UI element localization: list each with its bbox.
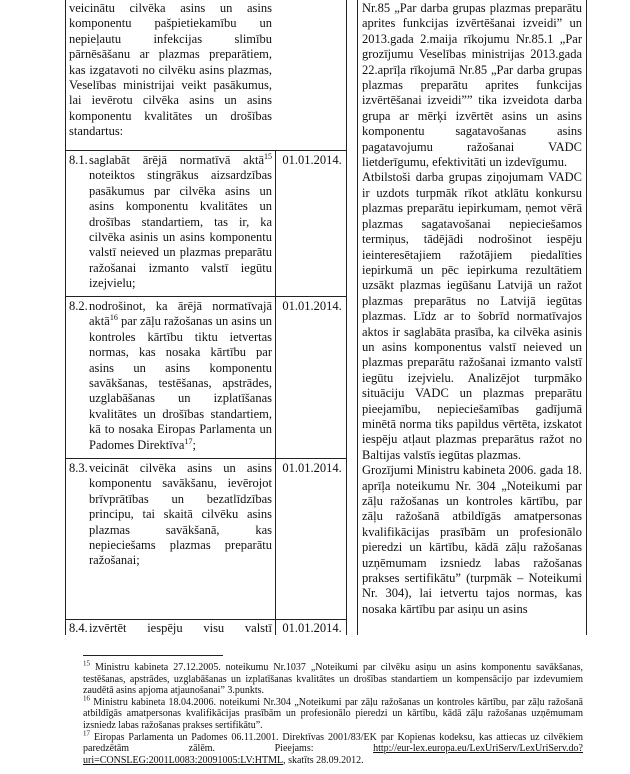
row-divider <box>65 458 347 459</box>
comment-paragraph: Atbilstoši darba grupas ziņojumam VADC ir uzdots turpmāk rīkot atklātu konkursu plazmas preparātu iepirkumam, ņemot vērā plazmas sagatavošanai nepieciešamos termiņus, tādējādi nodrošinot iespēju ieinteresētajiem ražotājiem piedalīties iepirkumā un pēc iepirkuma rezultātiem uzsākt plazmas iegūšanu Latvijā un ražot plazmas preparātus no Latvijā iegūtas plazmas. Līdz ar to šobrīd normatīvajos aktos ir saglabāta prasība, ka cilvēka asinis un asins komponentus valstī neieved un plazmas preparātu ražošanai izmanto valstī iegūtu izejvielu. Analizējot turpmāko situāciju VADC un plazmas preparātu pieejamību, nepieciešamības gadījumā minētā norma tiks papildus vērtēta, izskatot iespēju atļaut plazmas preparātus ražot no Baltijas valstīs iegūtas plazmas. <box>362 170 582 462</box>
row-text: nodrošinot, ka ārējā normatīvajā aktā$^{16}$ par zāļu ražošanas un asins un kontroles kārtību tiktu ietvertas normas, kas nosaka kārtību par asins un asins komponentu savākšanas, testēšanas, apstrādes, uzglabāšanas un izplatīšanas kvalitātes un drošības standartiem, kā to nosaka Eiropas Parlamenta un Padomes Direktīva$^{17}$; <box>89 299 272 452</box>
comment-paragraph: Grozījumi Ministru kabineta 2006. gada 18. aprīļa noteikumu Nr. 304 „Noteikumi par zāļu ražošanas un kontroles kārtību, par zāļu ražošanā atbildīgās amatpersonas kvalifikācijas prasībām un profesionālo pieredzi un kārtību, kādā zāļu ražošanas uzņēmumam izsniedz labas ražošanas prakses sertifikātu” (turpmāk – Noteikumi Nr. 304), lai ietvertu tajos normas, kas nosaka kārtību par asiņu un asins <box>362 463 582 616</box>
row-number: 8.3. <box>69 461 88 475</box>
row-divider <box>65 619 347 620</box>
row-date: 01.01.2014. <box>282 153 342 167</box>
footnote-link[interactable]: http://eur-lex.europa.eu/LexUriServ/LexUriServ.do?uri=CONSLEG:2001L0083:20091005:LV:HTML <box>83 743 583 766</box>
row-number: 8.4. <box>69 621 88 635</box>
footnote: $^{15}$ Ministru kabineta 27.12.2005. noteikumu Nr.1037 „Noteikumi par cilvēku asiņu un asins komponentu savākšanas, testēšanas, apstrādes, uzglabāšanas un izplatīšanas kvalitātes un drošības standartiem un kompensācijo par izdevumiem zaudētā asins apjoma atjaunošanai” 3.punkts. <box>83 659 583 697</box>
row-divider <box>65 150 347 151</box>
table-border-left <box>65 0 66 635</box>
comment-paragraph: Nr.85 „Par darba grupas plazmas preparātu aprites funkcijas izvērtēšanai izveidi” un 2013.gada 2.maija rīkojumu Nr.85.1 „Par grozījumu Veselības ministrijas 2013.gada 22.aprīļa rīkojumā Nr.85 „Par darba grupas plazmas preparātu aprites funkcijas izvērtēšanai izveidi”” tika izveidota darba grupa ar mērķi izvērtēt asins un asins komponentu sagatavošanas asins pagatavojumu ražošanai VADC lietderīgumu, efektivitāti un izdevīgumu. <box>362 1 582 170</box>
row-number: 8.2. <box>69 299 88 313</box>
row-divider <box>65 296 347 297</box>
table-border-col2 <box>275 150 276 635</box>
table-border-right <box>586 0 587 635</box>
row-date: 01.01.2014. <box>282 299 342 313</box>
comments-column <box>362 1 582 617</box>
footnote: $^{17}$ Eiropas Parlamenta un Padomes 06.11.2001. Direktīvas 2001/83/EK par Kopienas kodeksu, kas attiecas uz cilvēkiem paredzētām zālēm. Pieejams: http://eur-lex.europa.eu/LexUriServ/LexUriServ.do?uri=CONSLEG:2001L0083:20091005:LV:HTML, skatīts 28.09.2012. <box>83 729 583 766</box>
section-intro-text: veicinātu cilvēka asins un asins komponentu pašpietiekamību un nepieļautu infekcijas slimību pārnēsāšanu ar plazmas preparātiem, kas izgatavoti no cilvēku asins plazmas, Veselības ministrijai veikt pasākumus, lai ievērotu cilvēka asins un asins komponentu kvalitātes un drošības standartus: <box>69 1 272 139</box>
row-number: 8.1. <box>69 153 88 167</box>
row-text: saglabāt ārējā normatīvā aktā$^{15}$ noteiktos stingrākus aizsardzības pasākumus par cilvēka asins un asins komponentu kvalitātes un drošības standartiem, tas ir, ka cilvēka asinis un asins komponentu valstī neieved un plazmas preparātu ražošanai izmanto valstī iegūtu izejvielu; <box>89 151 272 291</box>
table-border-col3 <box>346 0 347 635</box>
footnote-separator <box>83 655 223 656</box>
row-date: 01.01.2014. <box>282 461 342 475</box>
table-border-col4 <box>357 0 358 635</box>
footnote: $^{16}$ Ministru kabineta 18.04.2006. noteikumi Nr.304 „Noteikumi par zāļu ražošanas un kontroles kārtību, par zāļu ražošanā atbildīgās amatpersonas kvalifikācijas prasībām un profesionālo pieredzi un kārtību, kādā zāļu ražošanas uzņēmumam izsniedz labas ražošanas prakses sertifikātu”. <box>83 694 583 731</box>
document-table <box>65 0 587 635</box>
row-text: veicināt cilvēka asins un asins komponentu savākšanu, ievērojot brīvprātības un bezatlīdzības principu, tai skaitā cilvēku asins plazmas savākšanā, kas nepieciešams plazmas preparātu ražošanai; <box>89 461 272 568</box>
footnotes <box>83 655 583 766</box>
row-text: izvērtēt iespēju visu valstī <box>89 621 272 635</box>
row-date: 01.01.2014. <box>282 621 342 635</box>
